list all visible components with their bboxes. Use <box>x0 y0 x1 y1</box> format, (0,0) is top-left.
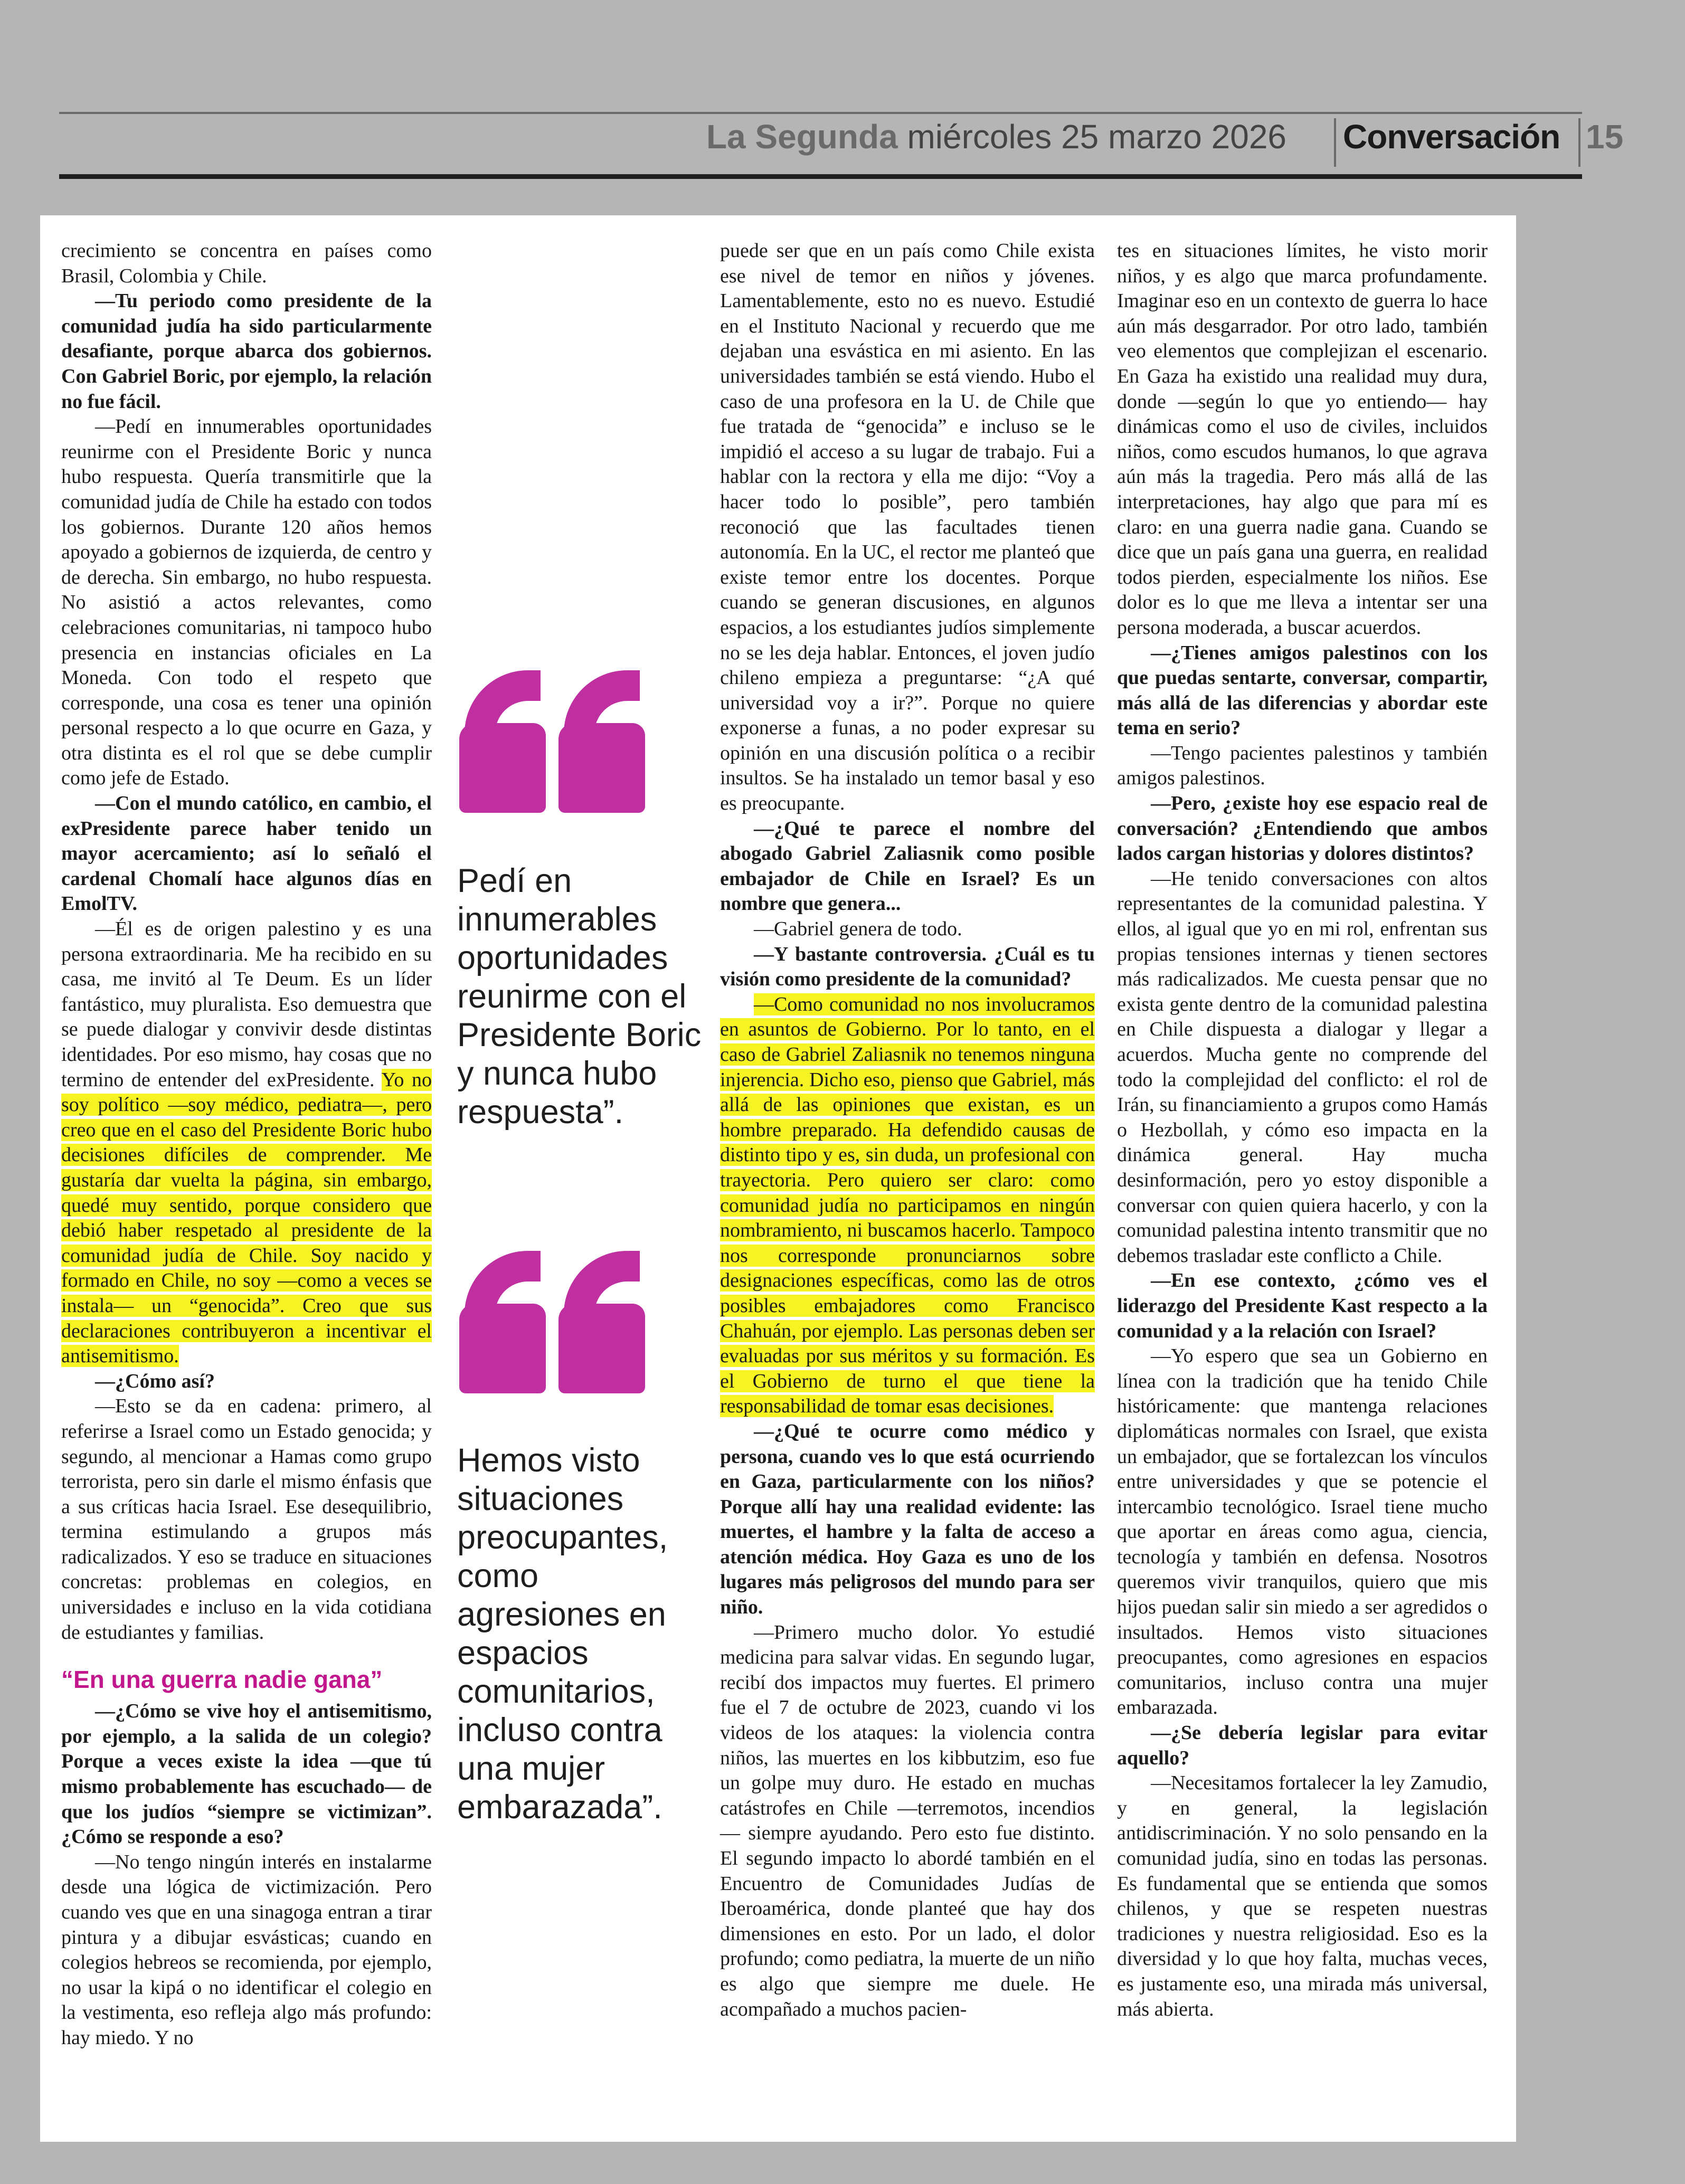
text-column-1 <box>61 239 432 2051</box>
quote-mark-icon <box>459 1251 645 1393</box>
article-sheet <box>40 215 1516 2142</box>
header-divider <box>1578 118 1580 167</box>
highlighted-text: Yo no soy político —soy médico, pediatra—, pero creo que en el caso del Presidente Boric hubo decisiones difíciles de comprender. Me gustaría dar vuelta la página, sin embargo, quedé muy sentido, porque considero que debió haber respetado al presidente de la comunidad judía de Chile. Soy nacido y formado en Chile, no soy —como a veces se instala— un “genocida”. Creo que sus declaraciones contribuyeron a incentivar el antisemitismo. <box>61 1068 432 1368</box>
header-top-rule <box>59 112 1582 114</box>
interview-answer: —Esto se da en cadena: primero, al referirse a Israel como un Estado genocida; y segundo, al mencionar a Hamas como grupo terrorista, pero sin darle el mismo énfasis que a sus críticas hacia Israel. Ese desequilibrio, termina estimulando a grupos más radicalizados. Y eso se traduce en situaciones concretas: problemas en colegios, en universidades e incluso en la vida cotidiana de estudiantes y familias. <box>61 1395 432 1644</box>
header-divider <box>1334 118 1336 167</box>
interview-answer: —Pedí en innumerables oportunidades reunirme con el Presidente Boric y nunca hubo respuesta. Quería transmitirle que la comunidad judía de Chile ha estado con todos los gobiernos. Durante 120 años hemos apoyado a gobiernos de izquierda, de centro y de derecha. Sin embargo, no hubo respuesta. No asistió a actos relevantes, como celebraciones comunitarias, ni tampoco hubo presencia en instancias oficiales en La Moneda. Con todo el respeto que corresponde, una cosa es tener una opinión personal respecto a lo que ocurre en Gaza, y otra distinta es el rol que se debe cumplir como jefe de Estado. <box>61 415 432 790</box>
pull-quote: Hemos visto situaciones preocupantes, como agresiones en espacios comunitarios, incluso contra una mujer embarazada”. <box>457 1442 668 1826</box>
paragraph: tes en situaciones límites, he visto morir niños, y es algo que marca profundamente. Imaginar eso en un contexto de guerra lo hace aún más desgarrador. Por otro lado, también veo elementos que complejizan el escenario. En Gaza ha existido una realidad muy dura, donde —según lo que yo entiendo— hay dinámicas como el uso de civiles, incluidos niños, como escudos humanos, lo que agrava aún más la tragedia. Pero más allá de las interpretaciones, hay algo que para mí es claro: en una guerra nadie gana. Cuando se dice que un país gana una guerra, en realidad todos pierden, especialmente los niños. Ese dolor es lo que me lleva a intentar ser una persona moderada, a buscar acuerdos. <box>1117 240 1488 639</box>
quote-mark-icon <box>459 670 645 813</box>
header-bottom-rule <box>59 174 1582 179</box>
interview-answer: —Tengo pacientes palestinos y también amigos palestinos. <box>1117 742 1488 790</box>
brand-name: La Segunda <box>706 118 898 156</box>
interview-question: —Pero, ¿existe hoy ese espacio real de conversación? ¿Entendiendo que ambos lados cargan historias y dolores distintos? <box>1117 792 1488 865</box>
interview-answer <box>720 992 1095 1419</box>
interview-answer: —Yo espero que sea un Gobierno en línea con la tradición que ha tenido Chile históricamente: que mantenga relaciones diplomáticas normales con Israel, que exista un embajador, que se fortalezcan los vínculos entre universidades y que se potencie el intercambio tecnológico. Israel tiene mucho que aportar en áreas como agua, ciencia, tecnología y también en defensa. Nosotros queremos vivir tranquilos, quiero que mis hijos puedan salir sin miedo a ser agredidos o insultados. Hemos visto situaciones preocupantes, como agresiones en espacios comunitarios, incluso contra una mujer embarazada. <box>1117 1345 1488 1719</box>
interview-question: —¿Qué te ocurre como médico y persona, cuando ves lo que está ocurriendo en Gaza, particularmente con los niños? Porque allí hay una realidad evidente: las muertes, el hambre y la falta de acceso a atención médica. Hoy Gaza es uno de los lugares más peligrosos del mundo para ser niño. <box>720 1420 1095 1619</box>
interview-answer: —Gabriel genera de todo. <box>754 918 962 941</box>
interview-question: —¿Qué te parece el nombre del abogado Gabriel Zaliasnik como posible embajador de Chile en Israel? Es un nombre que genera... <box>720 817 1095 915</box>
paragraph: crecimiento se concentra en países como Brasil, Colombia y Chile. <box>61 240 432 287</box>
interview-question: —¿Se debería legislar para evitar aquello? <box>1117 1722 1488 1769</box>
interview-question: —En ese contexto, ¿cómo ves el liderazgo del Presidente Kast respecto a la comunidad y a la relación con Israel? <box>1117 1269 1488 1342</box>
section-name: Conversación <box>1343 118 1560 156</box>
pull-quote: Pedí en innumerables oportunidades reunirme con el Presidente Boric y nunca hubo respuesta”. <box>457 862 702 1131</box>
section-subheading: “En una guerra nadie gana” <box>61 1666 383 1694</box>
interview-answer <box>61 917 432 1369</box>
highlighted-text: —Como comunidad no nos involucramos en asuntos de Gobierno. Por lo tanto, en el caso de Gabriel Zaliasnik no tenemos ninguna injerencia. Dicho eso, pienso que Gabriel, más allá de las opiniones que existan, es un hombre preparado. Ha defendido causas de distinto tipo y es, sin duda, un profesional con trayectoria. Pero quiero ser claro: como comunidad judía no participamos en ningún nombramiento, ni buscamos hacerlo. Tampoco nos corresponde pronunciarnos sobre designaciones específicas, como las de otros posibles embajadores como Francisco Chahuán, por ejemplo. Las personas deben ser evaluadas por sus méritos y su formación. Es el Gobierno de turno el que tiene la responsabilidad de tomar esas decisiones. <box>720 993 1095 1418</box>
page-header <box>59 115 1624 171</box>
interview-question: —¿Cómo así? <box>95 1370 215 1392</box>
text-column-3 <box>720 239 1095 2022</box>
issue-date: miércoles 25 marzo 2026 <box>907 118 1286 156</box>
publication-line <box>706 117 1286 156</box>
page-number: 15 <box>1586 118 1624 156</box>
interview-answer: —Necesitamos fortalecer la ley Zamudio, y en general, la legislación antidiscriminación. Y no solo pensando en la comunidad judía, sino en todas las personas. Es fundamental que se entienda que somos chilenos, y que se respeten nuestras tradiciones y nuestra religiosidad. Eso es la diversidad y lo que hoy falta, muchas veces, es justamente eso, una mirada más universal, más abierta. <box>1117 1772 1488 2020</box>
answer-text: —Él es de origen palestino y es una persona extraordinaria. Me ha recibido en su casa, me invitó al Te Deum. Es un líder fantástico, muy pluralista. Eso demuestra que se puede dialogar y convivir desde distintas identidades. Por eso mismo, hay cosas que no termino de entender del exPresidente. <box>61 918 432 1091</box>
paragraph: puede ser que en un país como Chile exista ese nivel de temor en niños y jóvenes. Lamentablemente, esto no es nuevo. Estudié en el Instituto Nacional y recuerdo que me dejaban una esvástica en mi asiento. En las universidades también se está viendo. Hubo el caso de una profesora en la U. de Chile que fue tratada de “genocida” e incluso se le impidió el acceso a su lugar de trabajo. Fui a hablar con la rectora y ella me dijo: “Voy a hacer todo lo posible”, pero también reconoció que las facultades tienen autonomía. En la UC, el rector me planteó que existe temor entre los docentes. Porque cuando se generan discusiones, en algunos espacios, a los estudiantes judíos simplemente no se les deja hablar. Entonces, el joven judío chileno empieza a preguntarse: “¿A qué universidad voy a ir?”. Porque no quiere exponerse a funas, a no poder expresar su opinión en una discusión política o a recibir insultos. Se ha instalado un temor basal y eso es preocupante. <box>720 240 1095 815</box>
interview-answer: —Primero mucho dolor. Yo estudié medicina para salvar vidas. En segundo lugar, recibí dos impactos muy fuertes. El primero fue el 7 de octubre de 2023, cuando vi los videos de los ataques: la violencia contra niños, las muertes en los kibbutzim, eso fue un golpe muy duro. He estado en muchas catástrofes en Chile —terremotos, incendios— siempre ayudando. Pero esto fue distinto. El segundo impacto lo abordé también en el Encuentro de Comunidades Judías de Iberoamérica, donde planteé que hay dos dimensiones en esto. Por un lado, el dolor profundo; como pediatra, la muerte de un niño es algo que siempre me duele. He acompañado a muchos pacien- <box>720 1621 1095 2020</box>
interview-question: —¿Tienes amigos palestinos con los que puedas sentarte, conversar, compartir, más allá de las diferencias y abordar este tema en serio? <box>1117 641 1488 739</box>
interview-question: —Tu periodo como presidente de la comunidad judía ha sido particularmente desafiante, porque abarca dos gobiernos. Con Gabriel Boric, por ejemplo, la relación no fue fácil. <box>61 290 432 413</box>
interview-question: —Con el mundo católico, en cambio, el exPresidente parece haber tenido un mayor acercamiento; así lo señaló el cardenal Chomalí hace algunos días en EmolTV. <box>61 792 432 915</box>
interview-answer: —No tengo ningún interés en instalarme desde una lógica de victimización. Pero cuando ves que en una sinagoga entran a tirar pintura y a dibujar esvásticas; cuando en colegios hebreos se recomienda, por ejemplo, no usar la kipá o no identificar el colegio en la vestimenta, eso refleja algo más profundo: hay miedo. Y no <box>61 1850 432 2049</box>
interview-question: —¿Cómo se vive hoy el antisemitismo, por ejemplo, a la salida de un colegio? Porque a veces existe la idea —que tú mismo probablemente has escuchado— de que los judíos “siempre se victimizan”. ¿Cómo se responde a eso? <box>61 1700 432 1848</box>
interview-question: —Y bastante controversia. ¿Cuál es tu visión como presidente de la comunidad? <box>720 943 1095 991</box>
interview-answer: —He tenido conversaciones con altos representantes de la comunidad palestina. Y ellos, al igual que yo en mi rol, enfrentan sus propias tensiones internas y tienen sectores más radicalizados. Me cuesta pensar que no exista gente dentro de la comunidad palestina en Chile dispuesta a dialogar y llegar a acuerdos. Mucha gente no comprende del todo la complejidad del conflicto: el rol de Irán, su financiamiento a grupos como Hamás o Hezbollah, y cómo eso impacta en la dinámica general. Hay mucha desinformación, pero yo estoy disponible a conversar con quien quiera hacerlo, y con la comunidad palestina intento transmitir que no debemos trasladar este conflicto a Chile. <box>1117 867 1488 1267</box>
text-column-4 <box>1117 239 1488 2022</box>
